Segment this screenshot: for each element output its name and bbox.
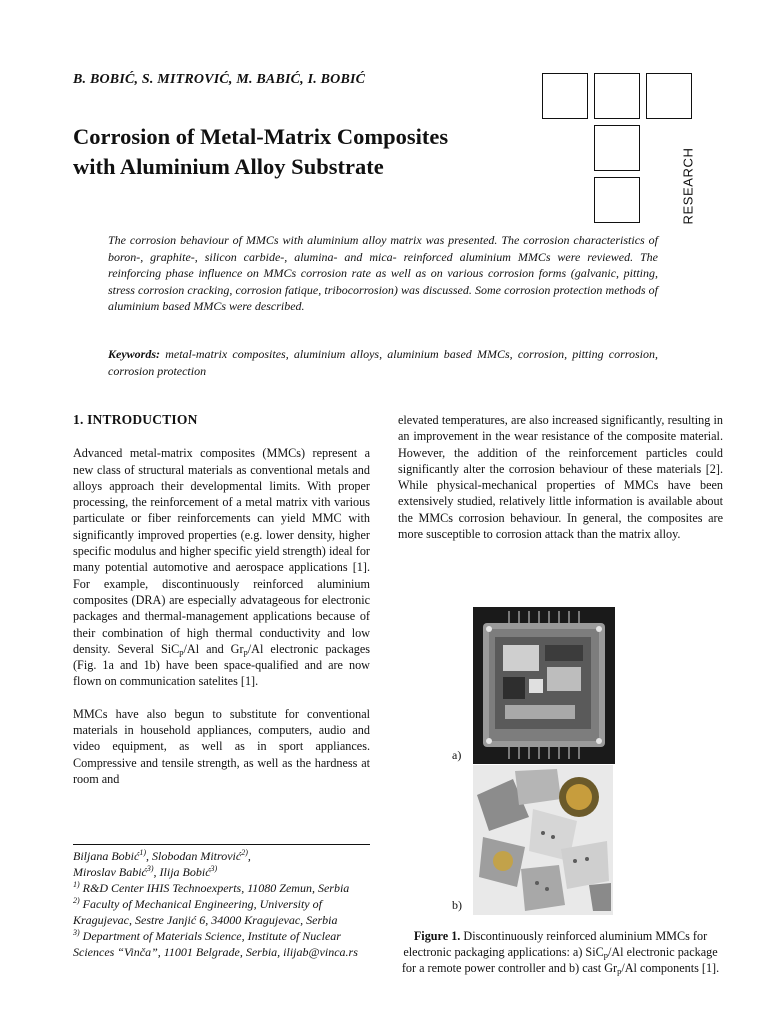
intro-paragraph-1: Advanced metal-matrix composites (MMCs) represent a new class of structural materials as conventional metals and alloys approach their developmental limits. With proper processing, the reinforcement of a metal matrix vith various particulate or fiber reinforcements can yield MMC with significantly improved properties (e.g. lower density, higher specific modulus and higher specific yield strength) ideal for many potential automotive and aerospace applications [1]. For example, discontinuously reinforced aluminium composites (DRA) are especially advatageous for electronic packages and thermal-management applications because of their combination of high thermal conductivity and low density. Several SiC$_p$/Al and $Gr_p/Al$ electronic packages (Fig. 1a and 1b) have been space-qualified and are now flown on communication satelites [1]. — [73, 446, 371, 689]
affiliation-3: $^{3)}$ Department of Materials Science, Institute of Nuclear Sciences “Vinča”, 11001 Belgrade, Serbia, ilijab@vinca.rs — [73, 928, 358, 959]
logo-box — [646, 73, 692, 119]
logo-box — [542, 73, 588, 119]
category-label — [676, 146, 700, 226]
intro-paragraph-3: elevated temperatures, are also increased significantly, resulting in an improvement in the wear resistance of the composite material. However, the addition of the reinforcement particles could significantly alter the corrosion behaviour of these materials [2]. While physical-mechanical properties of MMCs have been extensively studied, relatively little information is available about the MMCs corrosion behaviour. In general, the composites are more susceptible to corrosion attack than the matrix alloy. — [398, 413, 723, 542]
authors: B. BOBIĆ, S. MITROVIĆ, M. BABIĆ, I. BOBIĆ — [73, 72, 366, 87]
title-line-2: with Aluminium Alloy Substrate — [73, 154, 384, 179]
affiliation-1: $^{1)}$ R&D Center IHIS Technoexperts, 11080 Zemun, Serbia — [73, 880, 350, 895]
figure-1a-photo — [473, 607, 615, 764]
left-column — [73, 412, 370, 787]
affiliation-2: $^{2)}$ Faculty of Mechanical Engineering, University of Kragujevac, Sestre Janjić 6, 34000 Kragujevac, Serbia — [73, 896, 338, 927]
figure-caption: Figure 1. Discontinuously reinforced aluminium MMCs for electronic packaging applications: a) SiC$_p$/Al electronic package for a remote power controller and b) cast $Gr_p/Al$ components [1]. — [401, 929, 720, 976]
figure-caption-label: Figure 1. — [413, 929, 461, 943]
section-heading-introduction: 1. INTRODUCTION — [73, 412, 198, 427]
paper-title — [73, 122, 533, 182]
cast-components-illustration — [473, 765, 613, 915]
footnote-rule — [73, 844, 370, 845]
electronic-package-illustration — [473, 607, 615, 764]
figure-label-a: a) — [452, 748, 462, 762]
keywords-label: Keywords: — [108, 347, 160, 361]
intro-paragraph-2: MMCs have also begun to substitute for conventional materials in household appliances, computers, audio and video equipment, as well as in sport appliances. Compressive and tensile strength, as well as the hardness at room and — [73, 706, 370, 786]
abstract: The corrosion behaviour of MMCs with aluminium alloy matrix was presented. The corrosion characteristics of boron-, graphite-, silicon carbide-, alumina- and mica- reinforced aluminium MMCs were reviewed. The reinforcing phase influence on MMCs corrosion rate as well as on various corrosion forms (galvanic, pitting, stress corrosion cracking, corrosion fatique, tribocorrosion) was discussed. Some corrosion protection methods of aluminium based MMCs were described. — [108, 233, 658, 313]
category-text: RESEARCH — [680, 147, 696, 225]
affiliation-authors-line-1: Biljana Bobić$^{1)}$, Slobodan Mitrović$^{2)}$, — [73, 848, 251, 863]
author-affiliations — [73, 848, 373, 960]
title-line-1: Corrosion of Metal-Matrix Composites — [73, 124, 449, 149]
keywords — [108, 346, 658, 379]
logo-box — [594, 73, 640, 119]
logo-box — [594, 177, 640, 223]
affiliation-authors-line-2: Miroslav Babić$^{3)}$, Ilija Bobić$^{3)}$ — [73, 864, 218, 879]
figure-1b-photo — [473, 765, 613, 915]
right-column — [398, 412, 723, 542]
logo-box — [594, 125, 640, 171]
keywords-list: metal-matrix composites, aluminium alloys, aluminium based MMCs, corrosion, pitting corrosion, corrosion protection — [108, 347, 659, 378]
figure-label-b: b) — [452, 898, 462, 912]
